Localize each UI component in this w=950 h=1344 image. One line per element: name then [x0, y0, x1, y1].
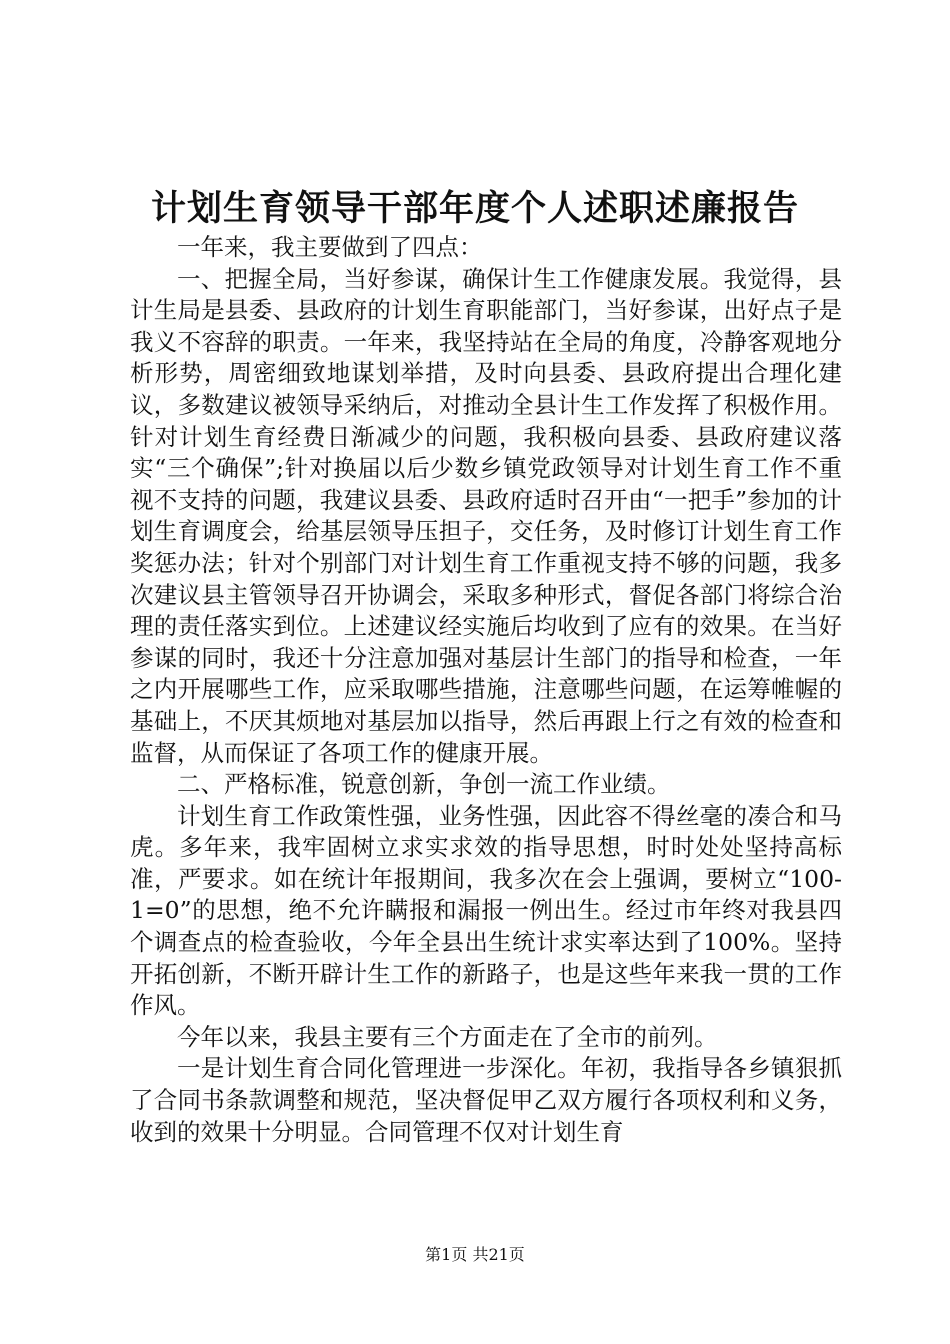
- paragraph-standards: 计划生育工作政策性强，业务性强，因此容不得丝毫的凑合和马虎。多年来，我牢固树立求实求效的指导思想，时时处处坚持高标准，严要求。如在统计年报期间，我多次在会上强调，要树立“100-1=0”的思想，绝不允许瞒报和漏报一例出生。经过市年终对我县四个调查点的检查验收，今年全县出生统计求实率达到了100%。坚持开拓创新，不断开辟计生工作的新路子，也是这些年来我一贯的工作作风。: [130, 801, 842, 1020]
- paragraph-three-aspects: 今年以来，我县主要有三个方面走在了全市的前列。: [177, 1022, 718, 1051]
- paragraph-intro: 一年来，我主要做到了四点：: [177, 233, 483, 261]
- document-title: 计划生育领导干部年度个人述职述廉报告: [150, 188, 799, 229]
- paragraph-point-one: 一、把握全局，当好参谋，确保计生工作健康发展。我觉得，县计生局是县委、县政府的计划生育职能部门，当好参谋，出好点子是我义不容辞的职责。一年来，我坚持站在全局的角度，冷静客观地分析形势，周密细致地谋划举措，及时向县委、县政府提出合理化建议，多数建议被领导采纳后，对推动全县计生工作发挥了积极作用。针对计划生育经费日渐减少的问题，我积极向县委、县政府建议落实“三个确保”;针对换届以后少数乡镇党政领导对计划生育工作不重视不支持的问题，我建议县委、县政府适时召开由“一把手”参加的计划生育调度会，给基层领导压担子，交任务，及时修订计划生育工作奖惩办法；针对个别部门对计划生育工作重视支持不够的问题，我多次建议县主管领导召开协调会，采取多种形式，督促各部门将综合治理的责任落实到位。上述建议经实施后均收到了应有的效果。在当好参谋的同时，我还十分注意加强对基层计生部门的指导和检查，一年之内开展哪些工作，应采取哪些措施，注意哪些问题，在运筹帷幄的基础上，不厌其烦地对基层加以指导，然后再跟上行之有效的检查和监督，从而保证了各项工作的健康开展。: [130, 264, 842, 767]
- paragraph-contract-management: 一是计划生育合同化管理进一步深化。年初，我指导各乡镇狠抓了合同书条款调整和规范，坚决督促甲乙双方履行各项权利和义务，收到的效果十分明显。合同管理不仅对计划生育: [130, 1054, 842, 1146]
- document-body: [130, 232, 842, 1148]
- paragraph-point-two-heading: 二、严格标准，锐意创新，争创一流工作业绩。: [177, 770, 671, 799]
- page-number-footer: 第1页 共21页: [425, 1245, 525, 1264]
